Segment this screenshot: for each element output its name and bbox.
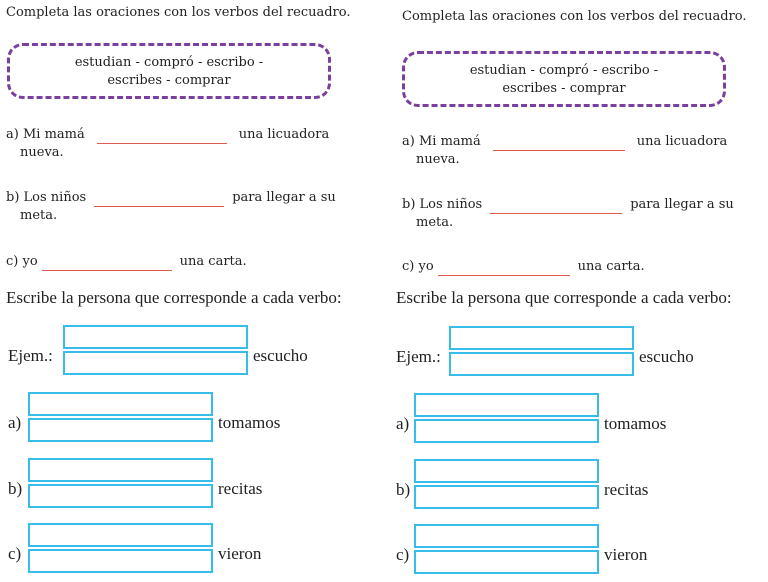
answer-box-top[interactable] <box>28 458 213 482</box>
answer-blank[interactable] <box>42 258 172 271</box>
sentence-after: para llegar a su <box>232 190 336 205</box>
answer-box-bottom[interactable] <box>63 351 248 375</box>
answer-boxes <box>414 393 599 443</box>
section-title: Escribe la persona que corresponde a cada verbo: <box>396 288 732 307</box>
exercise-label: Ejem.: <box>396 347 441 366</box>
answer-box-bottom[interactable] <box>28 549 213 573</box>
exercise-example <box>0 325 384 377</box>
answer-blank[interactable] <box>94 194 224 207</box>
answer-boxes <box>28 392 213 442</box>
answer-blank[interactable] <box>438 263 570 276</box>
section-title: Escribe la persona que corresponde a cada verbo: <box>6 288 342 307</box>
answer-blank[interactable] <box>493 138 625 151</box>
sentence-after: una carta. <box>577 259 645 274</box>
exercise-verb: tomamos <box>218 413 281 432</box>
answer-box-top[interactable] <box>414 393 599 417</box>
exercise-verb: tomamos <box>604 414 667 433</box>
exercise-label: a) <box>396 414 410 433</box>
sentence-continuation: nueva. <box>20 145 64 160</box>
exercise-label: b) <box>396 480 411 499</box>
exercise-b <box>0 458 384 510</box>
sentence-before: yo <box>22 254 38 269</box>
exercise-label: c) <box>396 545 410 564</box>
sentence-before: Los niños <box>419 197 483 212</box>
sentence-letter: a) <box>6 127 19 142</box>
sentence-after: una licuadora <box>238 127 330 142</box>
answer-box-bottom[interactable] <box>414 550 599 574</box>
sentence-c <box>402 258 645 276</box>
answer-box-bottom[interactable] <box>28 484 213 508</box>
sentence-before: yo <box>418 259 434 274</box>
answer-boxes <box>449 326 634 376</box>
exercise-a <box>0 392 384 444</box>
answer-box-bottom[interactable] <box>28 418 213 442</box>
sentence-a <box>402 133 727 169</box>
sentence-letter: c) <box>402 259 415 274</box>
word-bank-line-1: estudian - compró - escribo - <box>469 63 659 78</box>
sentence-continuation: nueva. <box>416 152 460 167</box>
exercise-verb: recitas <box>218 479 263 498</box>
exercise-b <box>384 459 768 511</box>
answer-box-bottom[interactable] <box>449 352 634 376</box>
sentence-a <box>6 126 329 162</box>
answer-boxes <box>28 523 213 573</box>
exercise-verb: recitas <box>604 480 649 499</box>
sentence-letter: b) <box>402 197 416 212</box>
sentence-letter: c) <box>6 254 19 269</box>
sentence-b <box>6 189 336 225</box>
sentence-before: Los niños <box>23 190 87 205</box>
word-bank-line-2: escribes - comprar <box>107 73 231 88</box>
sentence-continuation: meta. <box>416 215 454 230</box>
answer-box-top[interactable] <box>414 459 599 483</box>
answer-box-bottom[interactable] <box>414 485 599 509</box>
exercise-label: Ejem.: <box>8 346 53 365</box>
sentence-c <box>6 253 247 271</box>
exercise-verb: escucho <box>253 346 308 365</box>
worksheet-right <box>384 6 768 582</box>
worksheet-left <box>0 0 384 576</box>
sentence-b <box>402 196 734 232</box>
word-bank-box <box>402 51 726 107</box>
word-bank-line-1: estudian - compró - escribo - <box>74 55 264 70</box>
sentence-after: una licuadora <box>636 134 728 149</box>
exercise-verb: vieron <box>604 545 648 564</box>
exercise-verb: vieron <box>218 544 262 563</box>
answer-boxes <box>63 325 248 375</box>
exercise-a <box>384 393 768 445</box>
answer-boxes <box>414 524 599 574</box>
exercise-c <box>0 523 384 575</box>
sentence-after: una carta. <box>179 254 247 269</box>
sentence-letter: b) <box>6 190 20 205</box>
answer-box-top[interactable] <box>414 524 599 548</box>
answer-boxes <box>414 459 599 509</box>
answer-blank[interactable] <box>97 131 227 144</box>
exercise-example <box>384 326 768 378</box>
exercise-label: b) <box>8 479 23 498</box>
sentence-after: para llegar a su <box>630 197 734 212</box>
instruction-text: Completa las oraciones con los verbos del recuadro. <box>6 5 351 20</box>
sentence-before: Mi mamá <box>22 127 85 142</box>
sentence-continuation: meta. <box>20 208 58 223</box>
answer-box-top[interactable] <box>28 392 213 416</box>
answer-box-top[interactable] <box>449 326 634 350</box>
instruction-text: Completa las oraciones con los verbos del recuadro. <box>402 9 747 24</box>
sentence-letter: a) <box>402 134 415 149</box>
answer-box-top[interactable] <box>63 325 248 349</box>
exercise-label: a) <box>8 413 22 432</box>
exercise-c <box>384 524 768 576</box>
exercise-verb: escucho <box>639 347 694 366</box>
word-bank-line-2: escribes - comprar <box>502 81 626 96</box>
word-bank-box <box>7 43 331 99</box>
answer-box-top[interactable] <box>28 523 213 547</box>
answer-boxes <box>28 458 213 508</box>
exercise-label: c) <box>8 544 22 563</box>
sentence-before: Mi mamá <box>418 134 481 149</box>
answer-blank[interactable] <box>490 201 622 214</box>
answer-box-bottom[interactable] <box>414 419 599 443</box>
